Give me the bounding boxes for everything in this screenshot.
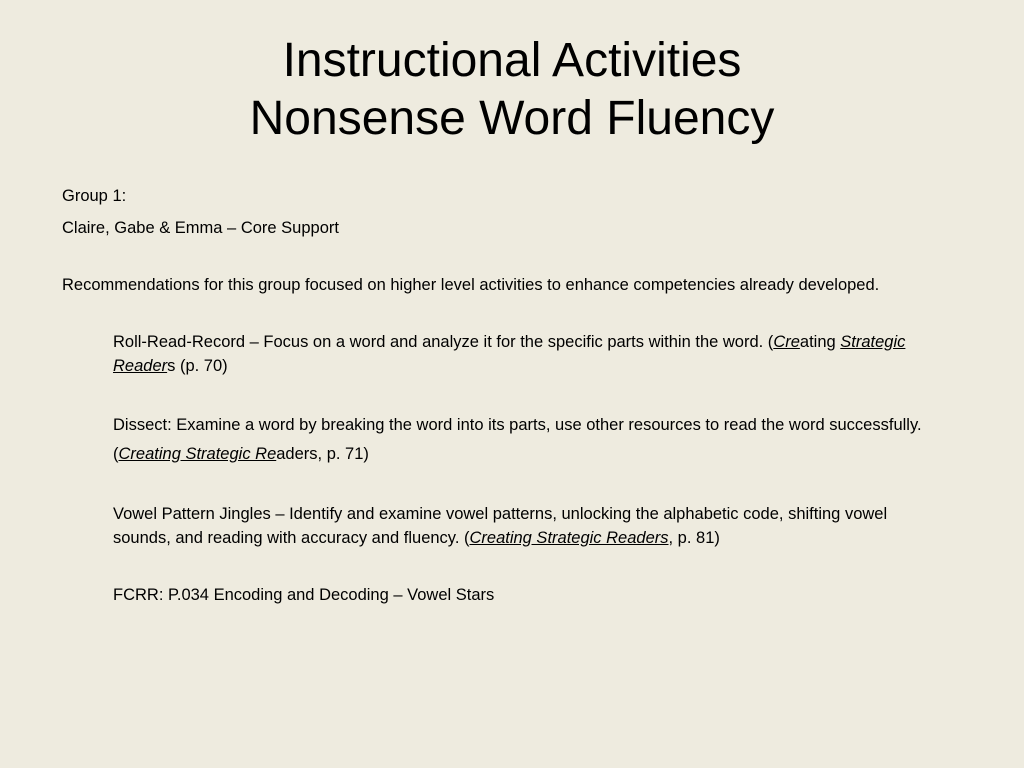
activity-vowel-pattern-jingles bbox=[62, 502, 933, 550]
title-line-1: Instructional Activities bbox=[282, 34, 742, 87]
activity-text: s (p. 70) bbox=[167, 357, 228, 375]
activity-text: , p. 81) bbox=[668, 529, 720, 547]
title-line-2: Nonsense Word Fluency bbox=[249, 92, 775, 145]
recommendations-text: Recommendations for this group focused on higher level activities to enhance competencies already developed. bbox=[62, 276, 880, 294]
activity-text: ating bbox=[799, 333, 841, 351]
activity-text: aders, p. 71) bbox=[276, 445, 369, 463]
citation: Cre bbox=[773, 333, 800, 351]
group-label: Group 1: bbox=[62, 187, 127, 205]
group-members: Claire, Gabe & Emma – Core Support bbox=[62, 219, 339, 237]
citation: Creating Strategic Re bbox=[118, 445, 277, 463]
activity-fcrr: FCRR: P.034 Encoding and Decoding – Vowel Stars bbox=[113, 586, 495, 604]
activity-text: Roll-Read-Record – Focus on a word and analyze it for the specific parts within the word. ( bbox=[113, 333, 774, 351]
activity-dissect bbox=[62, 411, 933, 469]
activity-roll-read-record bbox=[62, 330, 933, 378]
activity-text: Dissect: Examine a word by breaking the word into its parts, use other resources to read the word successfully. ( bbox=[113, 416, 922, 463]
citation: Creating Strategic Readers bbox=[469, 529, 669, 547]
activity-text: Vowel Pattern Jingles – Identify and examine vowel patterns, unlocking the alphabetic code, shifting vowel sounds, and reading with accuracy and fluency. ( bbox=[113, 505, 888, 547]
slide-body bbox=[62, 184, 962, 607]
citation: Strategic Reader bbox=[113, 333, 906, 375]
slide-title bbox=[0, 32, 1024, 148]
